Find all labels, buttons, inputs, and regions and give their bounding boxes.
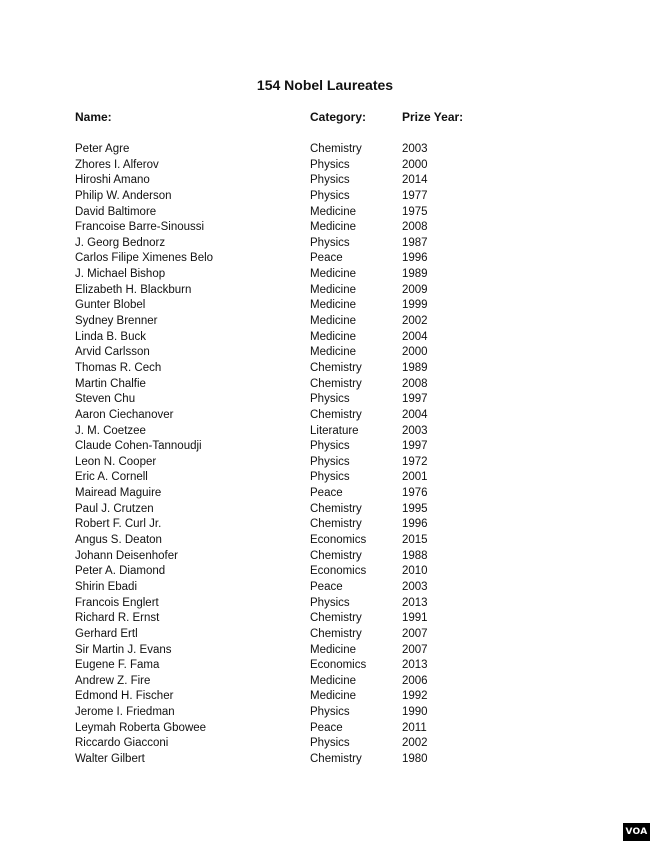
laureate-year: 2007 (402, 643, 428, 656)
laureate-name: Aaron Ciechanover (75, 408, 174, 421)
laureate-category: Physics (310, 158, 350, 171)
laureate-year: 1989 (402, 361, 428, 374)
laureate-year: 1990 (402, 706, 428, 719)
laureate-category: Medicine (310, 330, 357, 343)
table-row (0, 721, 650, 737)
column-headers (0, 110, 650, 128)
laureate-year: 1980 (402, 752, 428, 765)
laureate-year: 2011 (402, 721, 427, 734)
laureate-category: Chemistry (310, 377, 362, 390)
laureate-name: J. Michael Bishop (75, 268, 166, 281)
laureate-name: Peter A. Diamond (75, 565, 166, 578)
laureate-name: Arvid Carlsson (75, 346, 150, 359)
table-row (0, 596, 650, 612)
laureate-name: Eugene F. Fama (75, 659, 160, 672)
table-row (0, 314, 650, 330)
laureate-year: 2009 (402, 283, 428, 296)
laureate-name: Robert F. Curl Jr. (75, 518, 162, 531)
laureate-name: Hiroshi Amano (75, 174, 150, 187)
laureate-name: Thomas R. Cech (75, 361, 162, 374)
laureate-list (0, 142, 650, 768)
laureate-name: Francois Englert (75, 596, 159, 609)
laureate-year: 1997 (402, 440, 428, 453)
laureate-year: 2001 (402, 471, 428, 484)
laureate-category: Physics (310, 189, 350, 202)
voa-logo: VOA (623, 823, 650, 841)
laureate-year: 2004 (402, 330, 428, 343)
laureate-category: Chemistry (310, 361, 362, 374)
table-row (0, 580, 650, 596)
table-row (0, 674, 650, 690)
table-row (0, 189, 650, 205)
laureate-name: Leon N. Cooper (75, 455, 157, 468)
laureate-name: Francoise Barre-Sinoussi (75, 221, 205, 234)
laureate-category: Medicine (310, 283, 357, 296)
laureate-name: Leymah Roberta Gbowee (75, 721, 207, 734)
laureate-year: 2008 (402, 221, 428, 234)
laureate-year: 2003 (402, 143, 428, 155)
table-row (0, 439, 650, 455)
table-row (0, 502, 650, 518)
table-row (0, 361, 650, 377)
laureate-year: 2002 (402, 315, 428, 328)
laureate-year: 1996 (402, 518, 428, 531)
laureate-category: Chemistry (310, 518, 362, 531)
laureate-year: 1996 (402, 252, 428, 265)
laureate-name: Riccardo Giacconi (75, 737, 169, 750)
laureate-category: Economics (310, 565, 367, 578)
page-title: 154 Nobel Laureates (256, 77, 394, 93)
laureate-category: Peace (310, 487, 343, 500)
table-row (0, 627, 650, 643)
laureate-category: Physics (310, 471, 350, 484)
laureate-year: 1992 (402, 690, 428, 703)
laureate-year: 2007 (402, 627, 428, 640)
table-row (0, 752, 650, 768)
table-row (0, 298, 650, 314)
laureate-year: 2003 (402, 424, 428, 437)
laureate-name: Claude Cohen-Tannoudji (75, 440, 202, 453)
laureate-category: Chemistry (310, 549, 362, 562)
laureate-category: Medicine (310, 674, 357, 687)
laureate-year: 2006 (402, 674, 428, 687)
table-row (0, 330, 650, 346)
laureate-category: Medicine (310, 690, 357, 703)
laureate-category: Peace (310, 252, 343, 265)
laureate-name: J. Georg Bednorz (75, 236, 166, 249)
table-row (0, 689, 650, 705)
table-row (0, 251, 650, 267)
laureate-year: 2013 (402, 596, 428, 609)
table-row (0, 658, 650, 674)
laureate-year: 2010 (402, 565, 428, 578)
laureate-category: Medicine (310, 205, 357, 218)
laureate-name: Walter Gilbert (75, 752, 145, 765)
table-row (0, 158, 650, 174)
laureate-year: 1975 (402, 205, 428, 218)
table-row (0, 517, 650, 533)
laureate-category: Physics (310, 236, 350, 249)
laureate-year: 1999 (402, 299, 428, 312)
table-row (0, 142, 650, 158)
table-row (0, 236, 650, 252)
laureate-name: Linda B. Buck (75, 330, 146, 343)
laureate-category: Economics (310, 534, 367, 547)
laureate-name: Martin Chalfie (75, 377, 146, 390)
laureate-name: Zhores I. Alferov (75, 158, 159, 171)
table-row (0, 267, 650, 283)
table-row (0, 345, 650, 361)
laureate-name: Sir Martin J. Evans (75, 643, 172, 656)
laureate-year: 2004 (402, 408, 428, 421)
laureate-category: Chemistry (310, 612, 362, 625)
table-row (0, 408, 650, 424)
laureate-year: 2014 (402, 174, 428, 187)
table-row (0, 173, 650, 189)
table-row (0, 549, 650, 565)
laureate-category: Physics (310, 737, 350, 750)
laureate-category: Physics (310, 596, 350, 609)
table-row (0, 377, 650, 393)
laureate-category: Medicine (310, 315, 357, 328)
laureate-category: Economics (310, 659, 367, 672)
laureate-year: 1989 (402, 268, 428, 281)
laureate-category: Chemistry (310, 627, 362, 640)
laureate-name: Shirin Ebadi (75, 580, 138, 593)
table-row (0, 533, 650, 549)
laureate-category: Medicine (310, 221, 357, 234)
laureate-year: 2000 (402, 158, 428, 171)
laureate-year: 2000 (402, 346, 428, 359)
laureate-category: Physics (310, 174, 350, 187)
laureate-category: Physics (310, 393, 350, 406)
laureate-year: 1976 (402, 487, 428, 500)
table-row (0, 705, 650, 721)
table-row (0, 470, 650, 486)
laureate-year: 1991 (402, 612, 428, 625)
laureate-category: Peace (310, 721, 343, 734)
laureate-category: Chemistry (310, 502, 362, 515)
laureate-year: 1972 (402, 455, 428, 468)
laureate-year: 1987 (402, 236, 428, 249)
laureate-year: 1995 (402, 502, 428, 515)
laureate-name: Jerome I. Friedman (75, 706, 175, 719)
laureate-name: Mairead Maguire (75, 487, 162, 500)
table-row (0, 643, 650, 659)
laureate-name: Andrew Z. Fire (75, 674, 151, 687)
laureate-name: Carlos Filipe Ximenes Belo (75, 252, 214, 265)
laureate-name: J. M. Coetzee (75, 424, 146, 437)
laureate-category: Physics (310, 706, 350, 719)
laureate-name: Paul J. Crutzen (75, 502, 154, 515)
table-row (0, 283, 650, 299)
table-row (0, 392, 650, 408)
laureate-year: 1997 (402, 393, 428, 406)
laureate-name: Edmond H. Fischer (75, 690, 174, 703)
table-row (0, 611, 650, 627)
table-row (0, 564, 650, 580)
laureate-category: Medicine (310, 268, 357, 281)
laureate-year: 2015 (402, 534, 428, 547)
laureate-name: Eric A. Cornell (75, 471, 148, 484)
laureate-category: Physics (310, 455, 350, 468)
laureate-name: Angus S. Deaton (75, 534, 162, 547)
laureate-category: Physics (310, 440, 350, 453)
header-prize-year: Prize Year: (402, 110, 464, 124)
laureate-name: Johann Deisenhofer (75, 549, 178, 562)
laureate-year: 2003 (402, 580, 428, 593)
laureate-category: Medicine (310, 346, 357, 359)
laureate-name: Sydney Brenner (75, 315, 158, 328)
laureate-name: Gunter Blobel (75, 299, 146, 312)
laureate-name: Peter Agre (75, 143, 130, 155)
laureate-year: 2002 (402, 737, 428, 750)
table-row (0, 455, 650, 471)
laureate-year: 2013 (402, 659, 428, 672)
laureate-category: Medicine (310, 643, 357, 656)
laureate-category: Medicine (310, 299, 357, 312)
laureate-name: Philip W. Anderson (75, 189, 172, 202)
laureate-year: 1977 (402, 189, 428, 202)
laureate-name: Gerhard Ertl (75, 627, 138, 640)
table-row (0, 424, 650, 440)
laureate-category: Chemistry (310, 143, 362, 155)
laureate-category: Chemistry (310, 408, 362, 421)
header-category: Category: (310, 110, 367, 124)
laureate-year: 1988 (402, 549, 428, 562)
table-row (0, 736, 650, 752)
header-name: Name: (75, 110, 112, 124)
laureate-year: 2008 (402, 377, 428, 390)
laureate-category: Chemistry (310, 752, 362, 765)
laureate-name: David Baltimore (75, 205, 157, 218)
laureate-name: Elizabeth H. Blackburn (75, 283, 192, 296)
table-row (0, 220, 650, 236)
laureate-category: Peace (310, 580, 343, 593)
table-row (0, 205, 650, 221)
laureate-category: Literature (310, 424, 359, 437)
laureate-name: Steven Chu (75, 393, 136, 406)
laureate-name: Richard R. Ernst (75, 612, 160, 625)
table-row (0, 486, 650, 502)
